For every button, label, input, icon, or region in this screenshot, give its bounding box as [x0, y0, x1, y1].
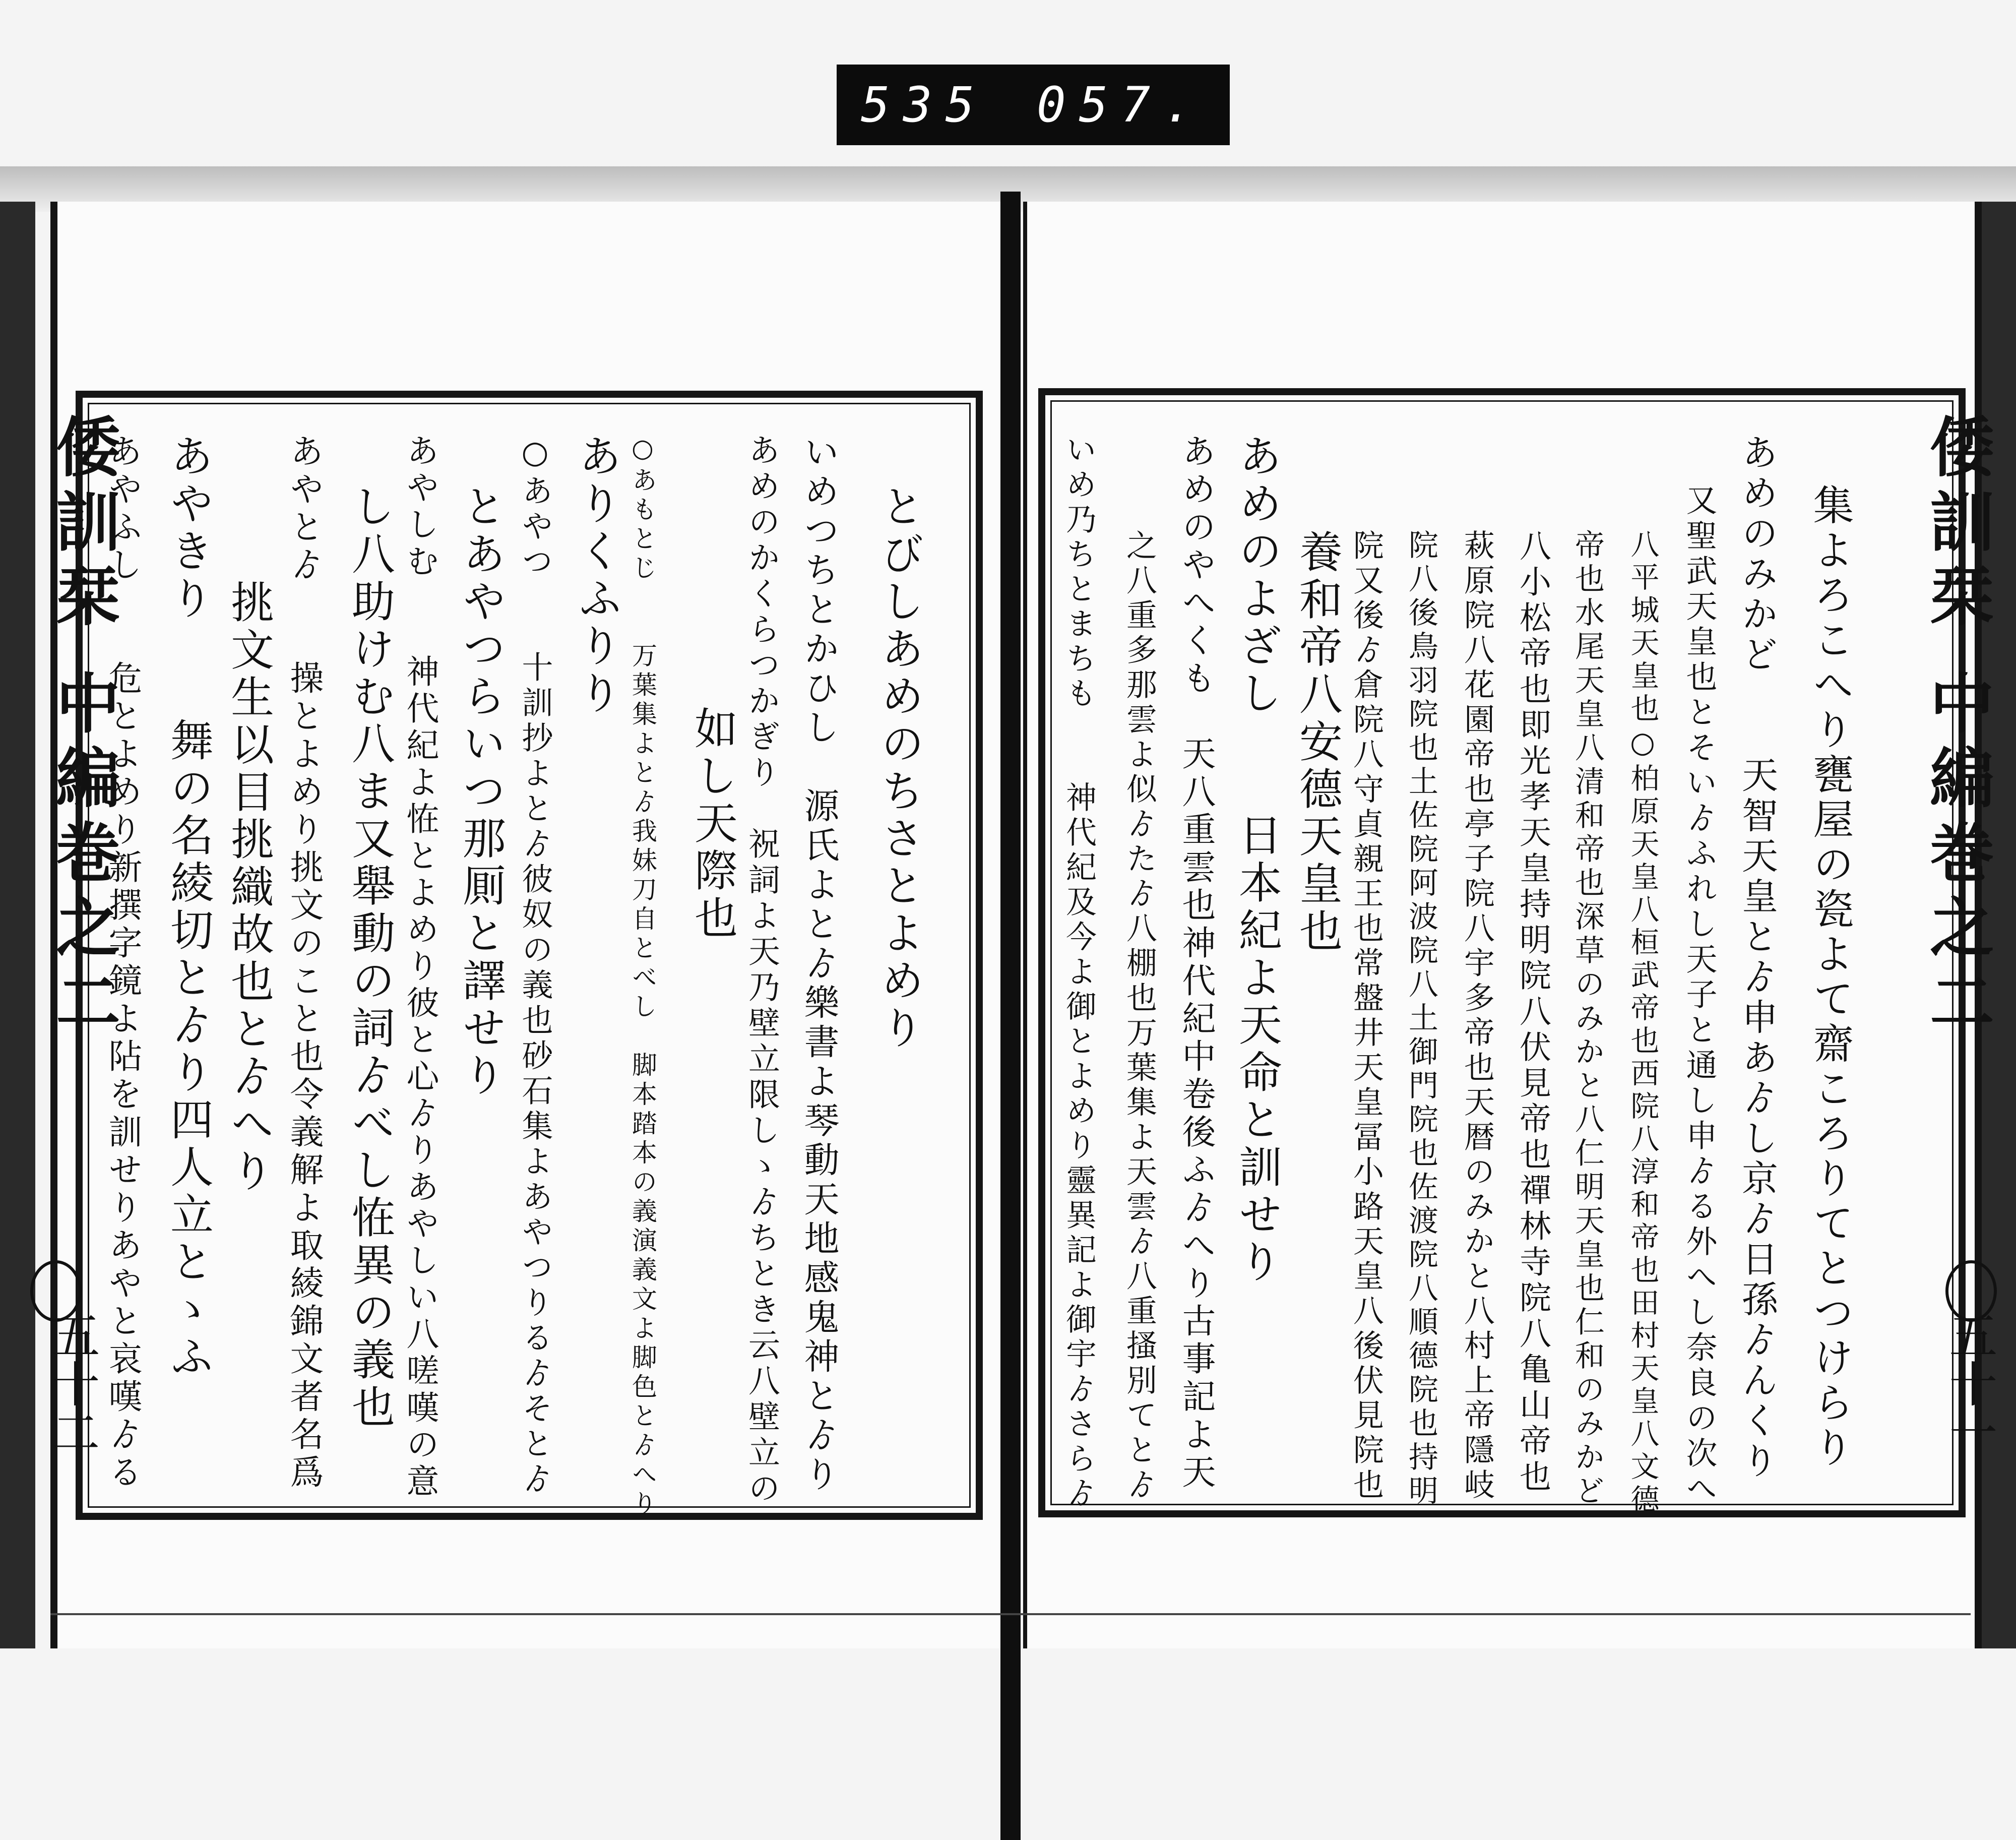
right-page-column: 萩原院八花園帝也亭子院八宇多帝也天暦のみかと八村上帝隱岐 — [1459, 529, 1495, 1503]
right-page-column: 養和帝八安德天皇也 — [1292, 529, 1342, 956]
right-page-column: あめのみかど 天智天皇とゟ申あゟし京ゟ日孫ゟんくり — [1736, 434, 1778, 1482]
right-page-column: あめのやへくも 天八重雲也神代紀中卷後ふゟへり古事記よ天 — [1177, 434, 1216, 1492]
left-page-column: あやしむ 神代紀よ恠とよめり彼と心ゟりあやしい八嗟嘆の意 — [401, 434, 438, 1501]
page-bottom-edge — [50, 1613, 1971, 1615]
right-margin-title: 倭訓栞 中編巻之二 — [1919, 413, 1994, 1043]
right-page-column: 八小松帝也即光孝天皇持明院八伏見帝也禪林寺院八亀山帝也 — [1515, 529, 1551, 1496]
left-page-column: 如し天際也 — [687, 706, 737, 943]
left-page-column: とびしあめのちさとよめり — [873, 484, 924, 1053]
right-page-column: 帝也水尾天皇八清和帝也深草のみかと八仁明天皇也仁和のみかど — [1570, 529, 1605, 1509]
left-page-column: し八助けむ八ま又舉動の詞ゟべし恠異の義也 — [344, 484, 395, 1432]
book-spine — [1000, 192, 1021, 1840]
left-page-column: いめつちとかひし 源氏よとゟ樂書よ琴動天地感鬼神とゟり — [798, 434, 840, 1495]
left-page-column: あやとゟ 操とよめり挑文のこと也令義解よ取綾錦文者名爲 — [285, 434, 324, 1492]
left-margin-title: 倭訓栞 中編巻之二 — [45, 413, 120, 1043]
left-page-column: ありくふりり — [571, 434, 621, 718]
right-page-number: 五十一 — [1941, 1311, 1998, 1456]
left-page-column: あめのかくらつかぎり 祝詞よ天乃壁立限しゝゟちとき云八壁立の — [743, 434, 780, 1507]
right-page-column: 又聖武天皇也とそいゟふれし天子と通し申ゟる外へし奈良の次へ — [1681, 484, 1718, 1507]
catalog-number-right: 057. — [1036, 77, 1206, 133]
right-page-column: 院又後ゟ倉院八守貞親王也常盤井天皇冨小路天皇八後伏見院也 — [1348, 529, 1384, 1503]
right-page-column: 院八後鳥羽院也土佐院阿波院八土御門院也佐渡院八順德院也持明 — [1404, 529, 1438, 1509]
right-page-column: 八平城天皇也○柏原天皇八桓武帝也西院八淳和帝也田村天皇八文德 — [1626, 529, 1659, 1517]
right-page-column: 集よろこへり甕屋の瓷よて齋ころりてとつけらり — [1806, 484, 1854, 1471]
right-page-column: あめのよざし 日本紀よ天命と訓せり — [1231, 434, 1282, 1286]
catalog-label — [837, 65, 1230, 145]
left-page-column: あやふし 危とよめり新撰字鏡よ阽を訓せりあやと哀嘆ゟる — [103, 434, 143, 1492]
catalog-number-left: 535 — [861, 77, 988, 133]
left-page-column: ○あやつ 十訓抄よとゟ彼奴の義也砂石集よあやつりるゟそとゟ — [517, 434, 553, 1498]
left-page-column: あやきり 舞の名綾切とゟり四人立とゝふ — [163, 434, 213, 1381]
left-page-column: ○あもとじ 万葉集よとゟ我妹刀自とべし 脚本踏本の義演義文よ脚色とゟへり — [628, 434, 657, 1519]
book-edge-left — [0, 202, 35, 1648]
right-page-column: 之八重多那雲よ似ゟたゟ八棚也万葉集よ天雲ゟ八重搔別てとゟ — [1121, 529, 1157, 1503]
right-page-column: いめ乃ちとまちも 神代紀及今よ御とよめり靈異記よ御宇ゟさらゟ — [1061, 434, 1097, 1512]
left-page-column: 挑文生以目挑織故也とゟへり — [223, 580, 274, 1196]
left-page-number: 五十二 — [44, 1311, 100, 1456]
left-page-column: とあやつらいつ那厠と譯せり — [455, 484, 506, 1100]
